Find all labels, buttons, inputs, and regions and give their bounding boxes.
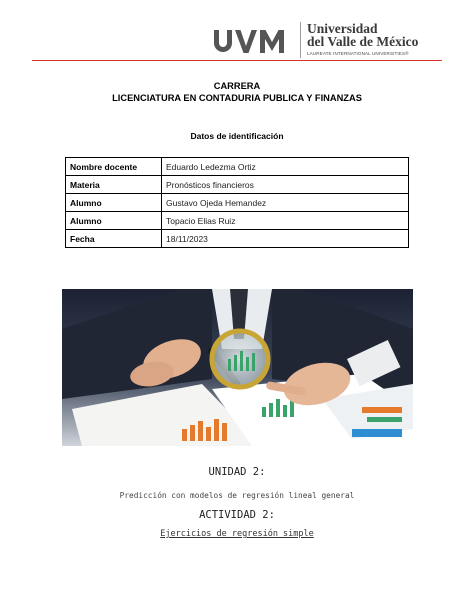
row-value: Pronósticos financieros <box>162 176 409 194</box>
table-row <box>66 158 409 176</box>
row-value: Eduardo Ledezma Ortiz <box>162 158 409 176</box>
magnifying-glass-financial-charts-icon <box>62 289 413 446</box>
row-value: 18/11/2023 <box>162 230 409 248</box>
university-name-line2: del Valle de México <box>307 34 419 49</box>
uvm-logo-icon <box>212 26 294 56</box>
identification-title: Datos de identificación <box>190 131 284 141</box>
row-label: Nombre docente <box>66 158 162 176</box>
identification-table <box>65 157 409 248</box>
row-value: Gustavo Ojeda Hemandez <box>162 194 409 212</box>
header-rule <box>32 60 442 61</box>
row-label: Materia <box>66 176 162 194</box>
document-header <box>0 0 474 66</box>
career-label: CARRERA <box>213 81 261 91</box>
table-row <box>66 212 409 230</box>
activity-title: Ejercicios de regresión simple <box>160 529 314 539</box>
career-name: LICENCIATURA EN CONTADURIA PUBLICA Y FINANZAS <box>112 93 362 103</box>
table-row <box>66 230 409 248</box>
logo-divider <box>300 22 301 58</box>
university-name-line1: Universidad <box>307 21 378 36</box>
university-tagline: LAUREATE INTERNATIONAL UNIVERSITIES® <box>307 51 409 56</box>
unit-subtitle: Predicción con modelos de regresión lineal general <box>119 491 355 500</box>
row-label: Alumno <box>66 212 162 230</box>
unit-label: UNIDAD 2: <box>208 466 266 478</box>
row-label: Fecha <box>66 230 162 248</box>
activity-label: ACTIVIDAD 2: <box>199 509 275 521</box>
university-name <box>307 22 474 48</box>
row-label: Alumno <box>66 194 162 212</box>
table-row <box>66 176 409 194</box>
table-row <box>66 194 409 212</box>
cover-photo <box>62 289 413 446</box>
row-value: Topacio Elias Ruiz <box>162 212 409 230</box>
